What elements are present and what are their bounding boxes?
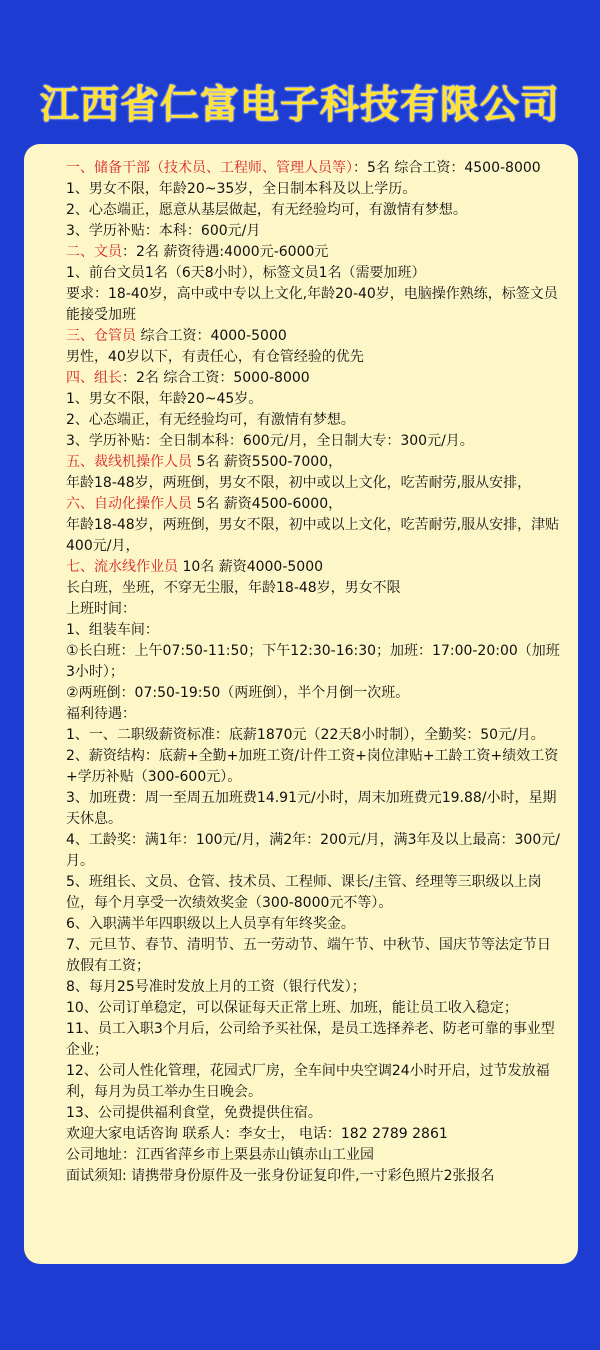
section-heading-line	[38, 242, 564, 263]
text-line	[38, 1061, 564, 1103]
line-text: 1、一、二职级薪资标准：底薪1870元（22天8小时制），全勤奖：50元/月。	[66, 727, 545, 743]
line-text: 年龄18-48岁，两班倒，男女不限，初中或以上文化，吃苦耐劳,服从安排，	[66, 475, 532, 491]
text-line	[38, 1124, 564, 1145]
line-text: 12、公司人性化管理，花园式厂房，全车间中央空调24小时开启，过节发放福利，每月为员工举办生日晚会。	[66, 1063, 550, 1100]
text-line	[38, 347, 564, 368]
line-text: 1、男女不限，年龄20~45岁。	[66, 391, 263, 407]
line-text: 2、心态端正，愿意从基层做起，有无经验均可，有激情有梦想。	[66, 202, 467, 218]
line-text: 要求：18-40岁，高中或中专以上文化,年龄20-40岁，电脑操作熟练，标签文员能接受加班	[66, 286, 558, 323]
line-text: 上班时间：	[66, 601, 136, 617]
job-listing-panel	[24, 144, 578, 1264]
text-line	[38, 473, 564, 494]
line-text: 6、入职满半年四职级以上人员享有年终奖金。	[66, 916, 355, 932]
line-text: ：5名 综合工资：4500-8000	[353, 160, 541, 176]
text-line	[38, 704, 564, 725]
section-heading: 一、储备干部（技术员、工程师、管理人员等）	[66, 160, 353, 176]
line-text: 1、组装车间：	[66, 622, 159, 638]
text-line	[38, 1166, 564, 1187]
company-title: 江西省仁富电子科技有限公司	[39, 83, 560, 128]
line-text: 13、公司提供福利食堂，免费提供住宿。	[66, 1105, 322, 1121]
line-text: 年龄18-48岁，两班倒，男女不限，初中或以上文化，吃苦耐劳,服从安排，津贴400元/月，	[66, 517, 560, 554]
line-text: 公司地址：江西省萍乡市上栗县赤山镇赤山工业园	[66, 1147, 374, 1163]
section-heading: 七、流水线作业员	[66, 559, 178, 575]
line-text: 综合工资：4000-5000	[136, 328, 287, 344]
section-heading-line	[38, 326, 564, 347]
text-line	[38, 1145, 564, 1166]
section-heading: 二、文员	[66, 244, 122, 260]
text-line	[38, 431, 564, 452]
text-line	[38, 683, 564, 704]
line-text: ②两班倒：07:50-19:50（两班倒），半个月倒一次班。	[66, 685, 410, 701]
text-line	[38, 830, 564, 872]
text-line	[38, 263, 564, 284]
section-heading: 三、仓管员	[66, 328, 136, 344]
text-line	[38, 998, 564, 1019]
line-text: 4、工龄奖：满1年：100元/月，满2年：200元/月，满3年及以上最高：300元/月。	[66, 832, 560, 869]
text-line	[38, 914, 564, 935]
line-text: 10名 薪资4000-5000	[178, 559, 324, 575]
section-heading-line	[38, 494, 564, 515]
text-line	[38, 977, 564, 998]
text-line	[38, 410, 564, 431]
line-text: 欢迎大家电话咨询 联系人：李女士， 电话：182 2789 2861	[66, 1126, 448, 1142]
line-text: 福利待遇：	[66, 706, 136, 722]
text-line	[38, 200, 564, 221]
text-line	[38, 578, 564, 599]
text-line	[38, 872, 564, 914]
section-heading-line	[38, 452, 564, 473]
line-text: 2、心态端正，有无经验均可，有激情有梦想。	[66, 412, 355, 428]
line-text: 3、加班费：周一至周五加班费14.91元/小时，周末加班费元19.88/小时，星期天休息。	[66, 790, 557, 827]
line-text: 8、每月25号准时发放上月的工资（银行代发）；	[66, 979, 366, 995]
text-line	[38, 221, 564, 242]
text-line	[38, 515, 564, 557]
text-line	[38, 725, 564, 746]
line-text: ：2名 薪资待遇:4000元-6000元	[122, 244, 329, 260]
line-text: 5名 薪资5500-7000，	[192, 454, 343, 470]
line-text: 3、学历补贴：本科：600元/月	[66, 223, 261, 239]
line-text: ：2名 综合工资：5000-8000	[122, 370, 310, 386]
text-line	[38, 935, 564, 977]
text-line	[38, 599, 564, 620]
text-line	[38, 389, 564, 410]
line-text: 长白班，坐班，不穿无尘服，年龄18-48岁，男女不限	[66, 580, 401, 596]
text-line	[38, 284, 564, 326]
line-text: 2、薪资结构：底薪+全勤+加班工资/计件工资+岗位津贴+工龄工资+绩效工资+学历补贴（300-600元）。	[66, 748, 559, 785]
section-heading-line	[38, 158, 564, 179]
line-text: 男性，40岁以下，有责任心，有仓管经验的优先	[66, 349, 364, 365]
section-heading-line	[38, 557, 564, 578]
text-line	[38, 620, 564, 641]
line-text: 5名 薪资4500-6000，	[192, 496, 343, 512]
section-heading: 四、组长	[66, 370, 122, 386]
section-heading-line	[38, 368, 564, 389]
section-heading: 五、裁线机操作人员	[66, 454, 192, 470]
text-line	[38, 179, 564, 200]
line-text: 10、公司订单稳定，可以保证每天正常上班、加班，能让员工收入稳定；	[66, 1000, 518, 1016]
line-text: 3、学历补贴：全日制本科：600元/月，全日制大专：300元/月。	[66, 433, 474, 449]
line-text: 5、班组长、文员、仓管、技术员、工程师、课长/主管、经理等三职级以上岗位，每个月享受一次绩效奖金（300-8000元不等）。	[66, 874, 542, 911]
section-heading: 六、自动化操作人员	[66, 496, 192, 512]
line-text: 1、男女不限，年龄20~35岁，全日制本科及以上学历。	[66, 181, 417, 197]
text-line	[38, 1019, 564, 1061]
text-line	[38, 1103, 564, 1124]
line-text: 11、员工入职3个月后，公司给予买社保，是员工选择养老、防老可靠的事业型企业；	[66, 1021, 555, 1058]
line-text: 1、前台文员1名（6天8小时），标签文员1名（需要加班）	[66, 265, 426, 281]
text-line	[38, 788, 564, 830]
line-text: 7、元旦节、春节、清明节、五一劳动节、端午节、中秋节、国庆节等法定节日放假有工资；	[66, 937, 551, 974]
line-text: ①长白班：上午07:50-11:50；下午12:30-16:30；加班：17:00-20:00（加班3小时）；	[66, 643, 560, 680]
line-text: 面试须知: 请携带身份原件及一张身份证复印件,一寸彩色照片2张报名	[66, 1168, 495, 1184]
text-line	[38, 746, 564, 788]
text-line	[38, 641, 564, 683]
